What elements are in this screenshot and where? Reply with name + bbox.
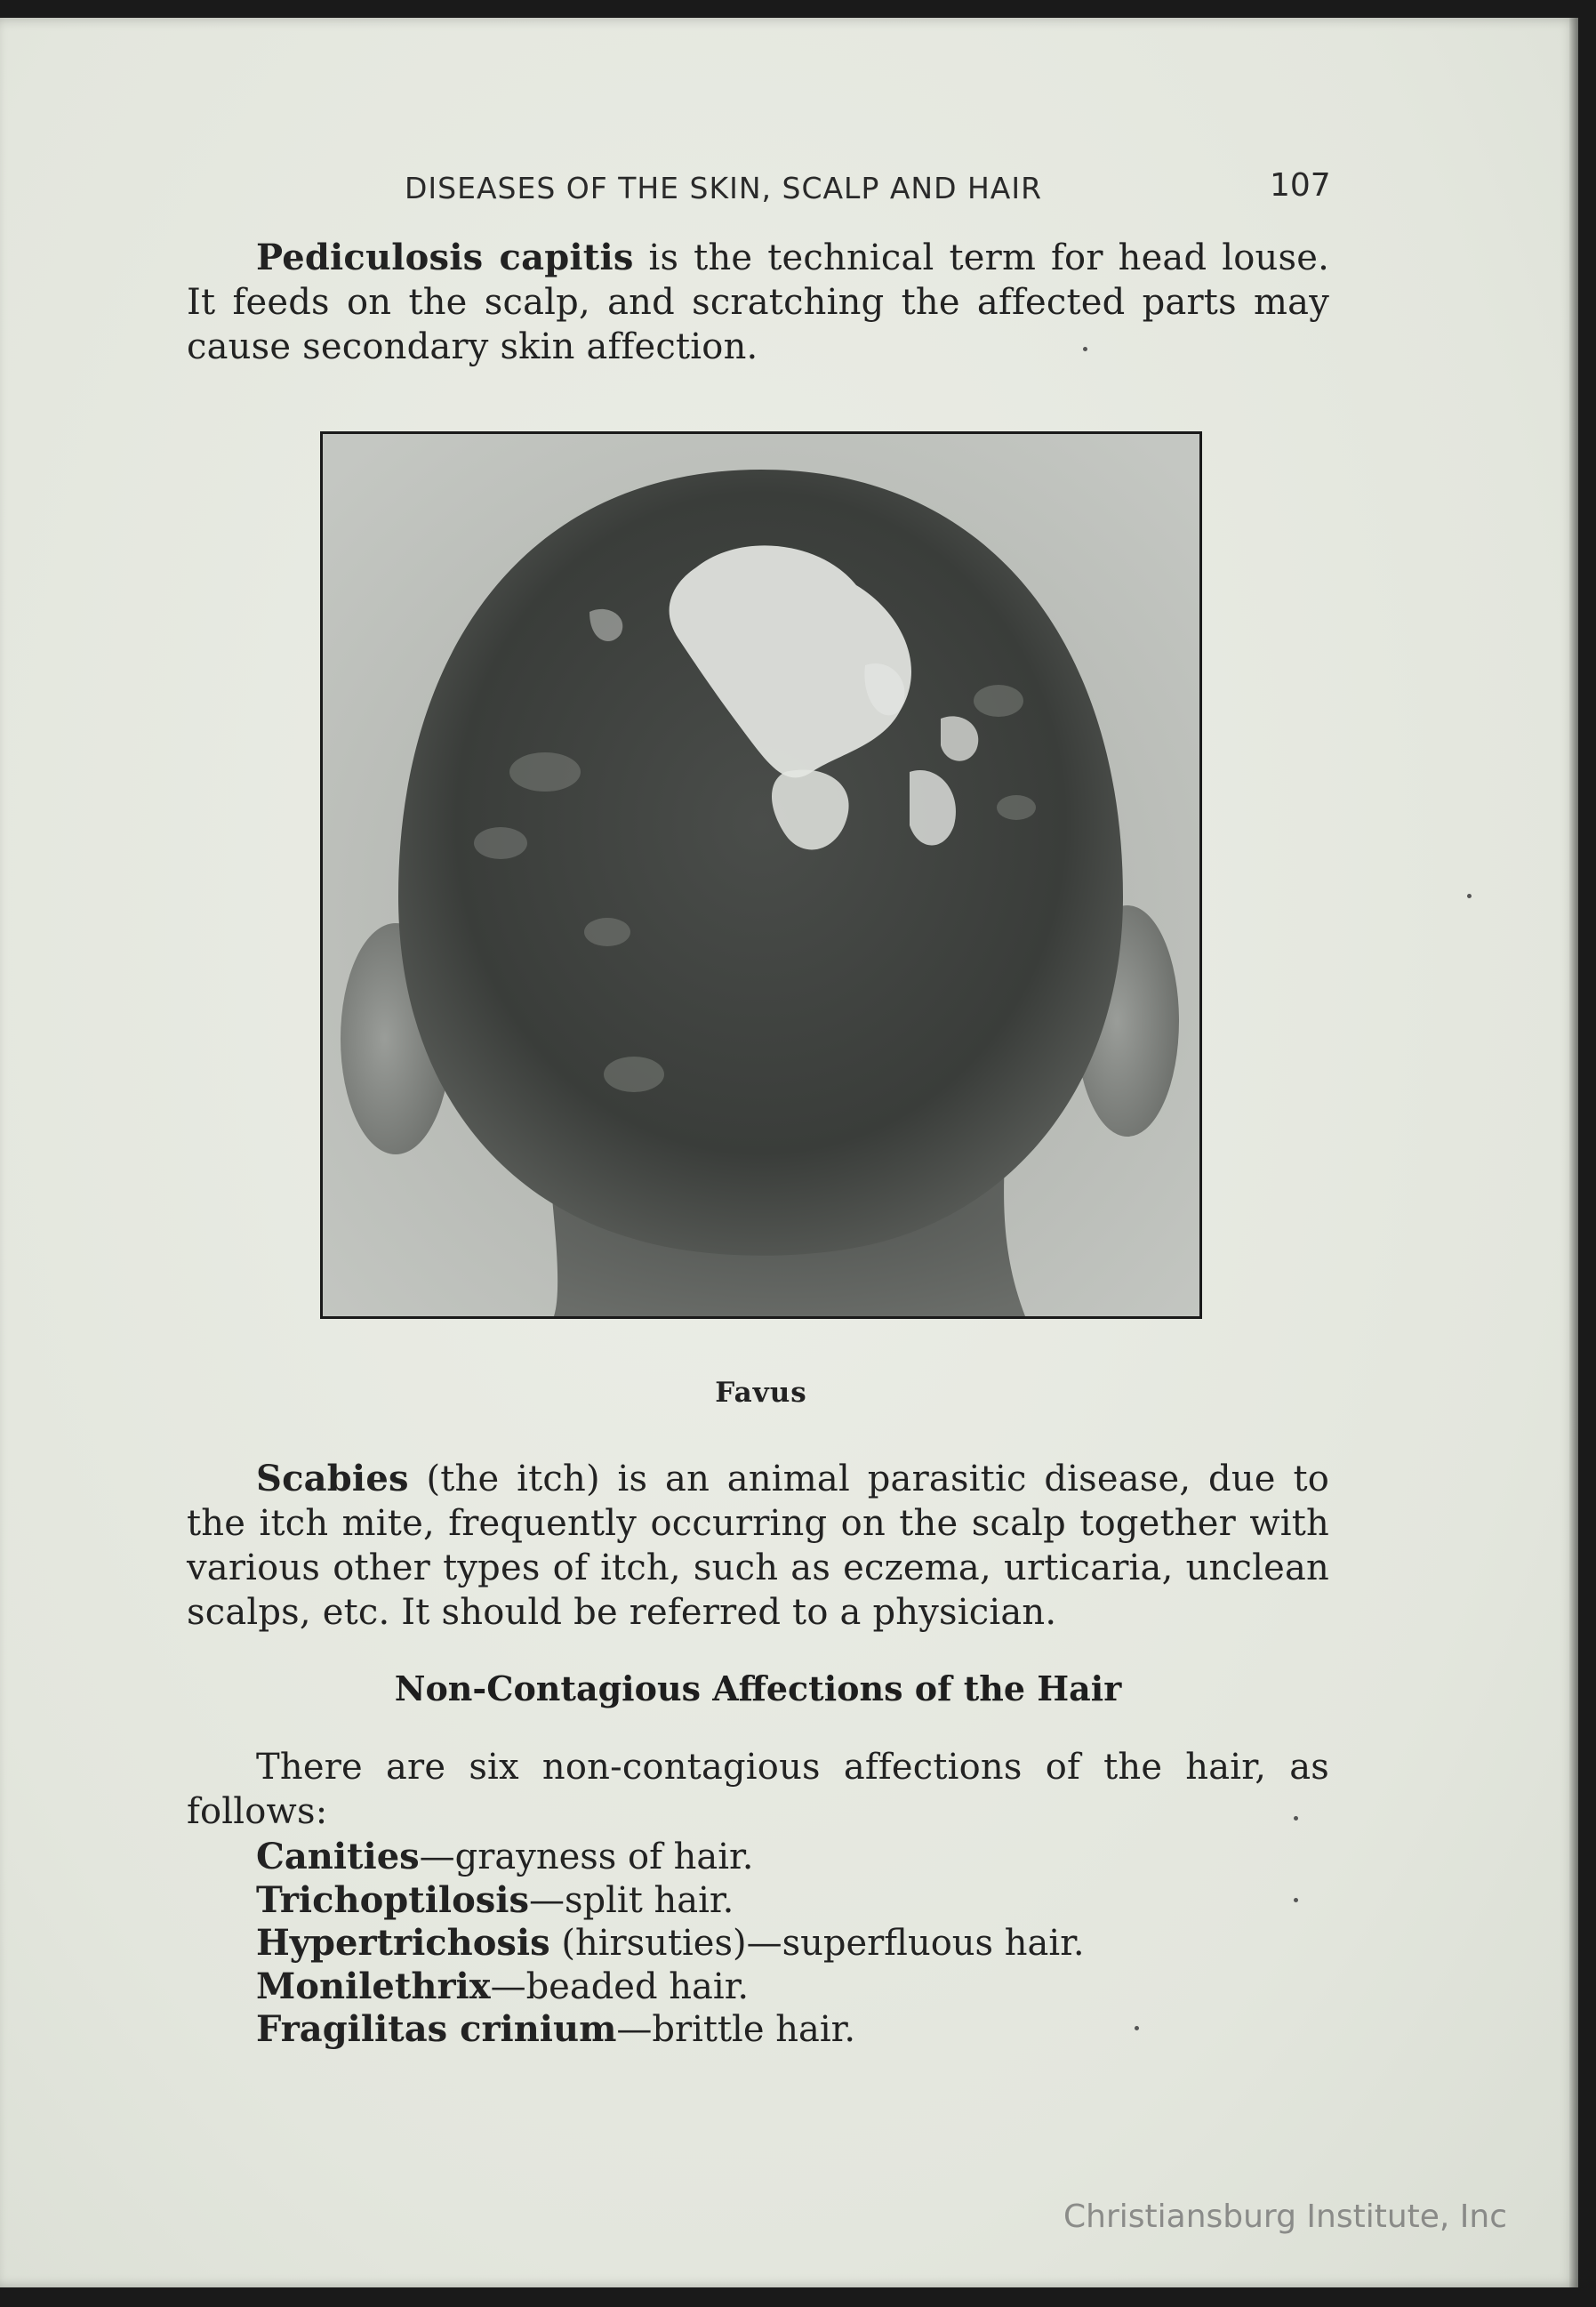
paragraph-scabies-text: (the itch) is an animal parasitic disease, due to the itch mite, frequently occurring on the scalp together with various other types of itch, such as eczema, urticaria, unclean scalps, etc. It should be referred to a physician. [187,1459,1329,1633]
term-pediculosis: Pediculosis capitis [256,237,634,278]
watermark: Christiansburg Institute, Inc [1063,2198,1508,2235]
paragraph-six-affections-text: There are six non-contagious affections of the hair, as follows: [187,1747,1329,1832]
book-page [0,18,1578,2287]
affection-term: Canities [256,1836,420,1877]
list-item [256,1879,1085,1923]
affection-term: Fragilitas crinium [256,2008,617,2050]
list-item [256,1836,1085,1879]
figure-caption: Favus [715,1377,807,1409]
paper-speck [1467,894,1472,898]
affections-list [256,1836,1085,2052]
paragraph-pediculosis-text: is the technical term for head louse. It feeds on the scalp, and scratching the affected parts may cause secondary skin affection. [187,237,1329,367]
favus-photograph [320,431,1202,1319]
paper-speck [1135,2026,1139,2030]
affection-term: Trichoptilosis [256,1878,529,1921]
page-edge-shadow [1569,18,1578,2287]
page-number: 107 [1270,167,1331,204]
affection-term: Monilethrix [256,1965,491,2007]
running-head: DISEASES OF THE SKIN, SCALP AND HAIR [405,171,1043,205]
affection-desc: —beaded hair. [490,1965,750,2007]
section-heading: Non-Contagious Affections of the Hair [394,1668,1122,1708]
affection-desc: —brittle hair. [616,2009,856,2050]
paper-speck [1294,1898,1298,1902]
list-item [256,2008,1085,2052]
affection-desc: —grayness of hair. [419,1837,754,1877]
list-item [256,1965,1085,2009]
paragraph-six-affections [187,1745,1329,1834]
favus-head-illustration [323,434,1199,1316]
affection-desc: (hirsuties)—superfluous hair. [549,1923,1085,1964]
paragraph-pediculosis [187,236,1329,369]
affection-term: Hypertrichosis [256,1922,550,1964]
term-scabies: Scabies [256,1458,409,1499]
paragraph-scabies [187,1457,1329,1635]
list-item [256,1922,1085,1965]
paper-speck [1294,1816,1298,1821]
affection-desc: —split hair. [529,1879,734,1921]
paper-speck [1083,347,1087,351]
